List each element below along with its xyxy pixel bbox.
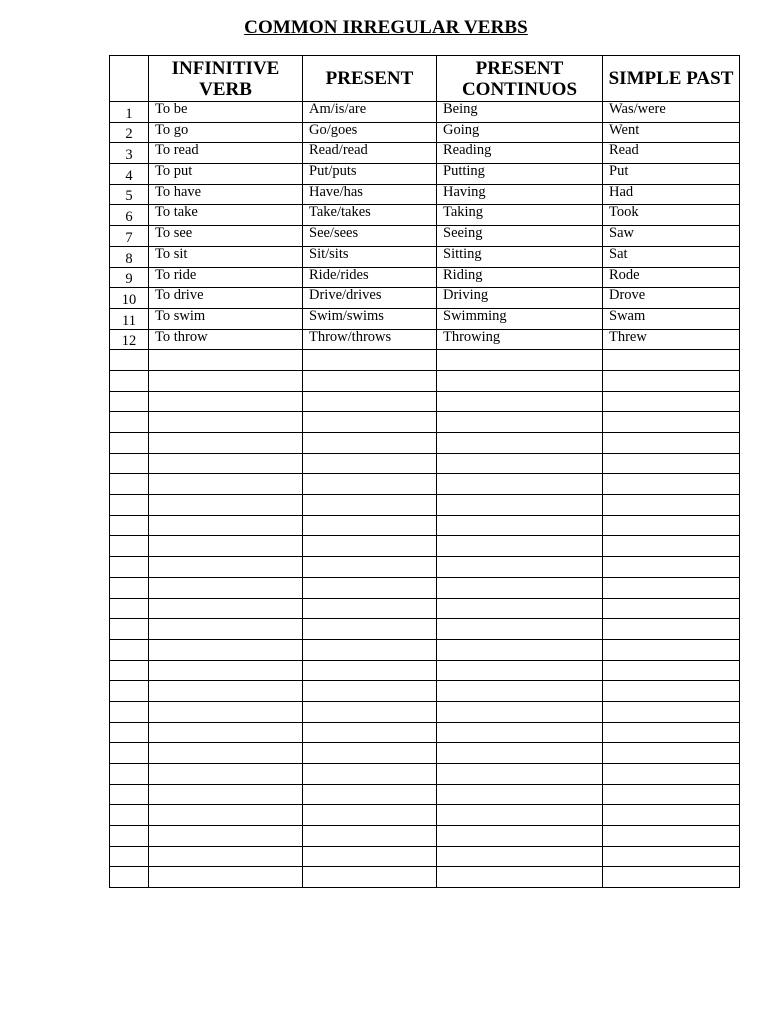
present-cell: Take/takes	[303, 205, 437, 226]
row-number	[110, 370, 149, 391]
table-row	[110, 391, 740, 412]
table-row	[110, 329, 740, 350]
continuous-cell	[437, 826, 603, 847]
infinitive-cell: To throw	[149, 329, 303, 350]
table-row	[110, 536, 740, 557]
continuous-cell	[437, 453, 603, 474]
table-row	[110, 246, 740, 267]
infinitive-cell: To have	[149, 184, 303, 205]
page-title: COMMON IRREGULAR VERBS	[244, 17, 528, 38]
present-cell	[303, 412, 437, 433]
past-cell: Put	[603, 164, 740, 185]
continuous-cell: Putting	[437, 164, 603, 185]
past-cell: Was/were	[603, 102, 740, 123]
table-row	[110, 826, 740, 847]
table-row	[110, 764, 740, 785]
past-cell	[603, 370, 740, 391]
table-row	[110, 370, 740, 391]
present-cell	[303, 350, 437, 371]
table-body	[110, 102, 740, 888]
past-cell	[603, 805, 740, 826]
present-cell	[303, 557, 437, 578]
row-number	[110, 826, 149, 847]
continuous-cell: Throwing	[437, 329, 603, 350]
present-cell	[303, 433, 437, 454]
table-row	[110, 515, 740, 536]
row-number: 7	[110, 226, 149, 247]
continuous-cell	[437, 722, 603, 743]
infinitive-cell: To put	[149, 164, 303, 185]
table-row	[110, 557, 740, 578]
infinitive-cell	[149, 577, 303, 598]
continuous-cell	[437, 764, 603, 785]
present-cell	[303, 722, 437, 743]
table-row	[110, 598, 740, 619]
continuous-cell	[437, 598, 603, 619]
continuous-cell	[437, 681, 603, 702]
infinitive-cell	[149, 743, 303, 764]
continuous-cell: Taking	[437, 205, 603, 226]
table-row	[110, 102, 740, 123]
table-row	[110, 308, 740, 329]
present-cell: Sit/sits	[303, 246, 437, 267]
past-cell: Read	[603, 143, 740, 164]
continuous-cell	[437, 515, 603, 536]
past-cell	[603, 433, 740, 454]
row-number: 1	[110, 102, 149, 123]
infinitive-cell	[149, 784, 303, 805]
infinitive-cell	[149, 722, 303, 743]
row-number	[110, 743, 149, 764]
continuous-cell	[437, 350, 603, 371]
infinitive-cell: To read	[149, 143, 303, 164]
infinitive-cell	[149, 412, 303, 433]
past-cell	[603, 557, 740, 578]
continuous-cell	[437, 412, 603, 433]
past-cell: Swam	[603, 308, 740, 329]
present-cell: Am/is/are	[303, 102, 437, 123]
row-number	[110, 515, 149, 536]
infinitive-cell	[149, 681, 303, 702]
present-cell	[303, 391, 437, 412]
row-number: 2	[110, 122, 149, 143]
infinitive-cell	[149, 515, 303, 536]
table-row	[110, 743, 740, 764]
present-cell: Ride/rides	[303, 267, 437, 288]
present-cell	[303, 515, 437, 536]
infinitive-cell	[149, 350, 303, 371]
table-row	[110, 577, 740, 598]
infinitive-cell	[149, 598, 303, 619]
past-cell: Threw	[603, 329, 740, 350]
past-cell: Had	[603, 184, 740, 205]
past-cell	[603, 453, 740, 474]
present-cell	[303, 826, 437, 847]
continuous-cell: Having	[437, 184, 603, 205]
header-simple-past: SIMPLE PAST	[603, 56, 740, 102]
past-cell: Sat	[603, 246, 740, 267]
infinitive-cell: To be	[149, 102, 303, 123]
header-infinitive: INFINITIVE VERB	[149, 56, 303, 102]
table-row	[110, 846, 740, 867]
header-present-continuous: PRESENT CONTINUOS	[437, 56, 603, 102]
infinitive-cell: To go	[149, 122, 303, 143]
row-number	[110, 660, 149, 681]
present-cell	[303, 577, 437, 598]
continuous-cell: Swimming	[437, 308, 603, 329]
present-cell	[303, 681, 437, 702]
past-cell	[603, 412, 740, 433]
present-cell	[303, 743, 437, 764]
past-cell	[603, 619, 740, 640]
row-number	[110, 474, 149, 495]
row-number	[110, 784, 149, 805]
row-number	[110, 764, 149, 785]
row-number	[110, 867, 149, 888]
table-row	[110, 805, 740, 826]
verbs-table	[109, 55, 740, 888]
continuous-cell: Being	[437, 102, 603, 123]
continuous-cell	[437, 474, 603, 495]
row-number	[110, 722, 149, 743]
row-number	[110, 412, 149, 433]
infinitive-cell	[149, 826, 303, 847]
table-row	[110, 639, 740, 660]
row-number: 10	[110, 288, 149, 309]
past-cell: Rode	[603, 267, 740, 288]
table-row	[110, 412, 740, 433]
infinitive-cell	[149, 453, 303, 474]
table-row	[110, 474, 740, 495]
continuous-cell	[437, 536, 603, 557]
table-row	[110, 453, 740, 474]
present-cell	[303, 846, 437, 867]
continuous-cell: Riding	[437, 267, 603, 288]
infinitive-cell	[149, 701, 303, 722]
past-cell	[603, 660, 740, 681]
table-row	[110, 184, 740, 205]
row-number: 8	[110, 246, 149, 267]
continuous-cell	[437, 370, 603, 391]
present-cell: Put/puts	[303, 164, 437, 185]
continuous-cell	[437, 577, 603, 598]
infinitive-cell	[149, 764, 303, 785]
present-cell: Drive/drives	[303, 288, 437, 309]
table-row	[110, 350, 740, 371]
table-row	[110, 164, 740, 185]
infinitive-cell	[149, 867, 303, 888]
past-cell: Went	[603, 122, 740, 143]
past-cell	[603, 846, 740, 867]
past-cell	[603, 350, 740, 371]
past-cell	[603, 515, 740, 536]
table-row	[110, 784, 740, 805]
row-number: 3	[110, 143, 149, 164]
past-cell	[603, 598, 740, 619]
infinitive-cell	[149, 639, 303, 660]
past-cell	[603, 577, 740, 598]
past-cell	[603, 867, 740, 888]
row-number	[110, 391, 149, 412]
present-cell	[303, 370, 437, 391]
row-number: 6	[110, 205, 149, 226]
table-row	[110, 226, 740, 247]
continuous-cell	[437, 619, 603, 640]
row-number	[110, 598, 149, 619]
present-cell	[303, 536, 437, 557]
past-cell	[603, 391, 740, 412]
infinitive-cell	[149, 495, 303, 516]
present-cell	[303, 474, 437, 495]
present-cell: Have/has	[303, 184, 437, 205]
table-row	[110, 722, 740, 743]
continuous-cell: Going	[437, 122, 603, 143]
infinitive-cell: To ride	[149, 267, 303, 288]
infinitive-cell	[149, 536, 303, 557]
table-row	[110, 433, 740, 454]
row-number	[110, 805, 149, 826]
row-number: 5	[110, 184, 149, 205]
row-number: 12	[110, 329, 149, 350]
infinitive-cell	[149, 619, 303, 640]
present-cell	[303, 619, 437, 640]
past-cell	[603, 722, 740, 743]
table-row	[110, 681, 740, 702]
present-cell	[303, 805, 437, 826]
continuous-cell	[437, 867, 603, 888]
row-number	[110, 577, 149, 598]
present-cell	[303, 764, 437, 785]
continuous-cell: Reading	[437, 143, 603, 164]
continuous-cell	[437, 557, 603, 578]
continuous-cell	[437, 701, 603, 722]
infinitive-cell	[149, 557, 303, 578]
infinitive-cell	[149, 433, 303, 454]
row-number: 9	[110, 267, 149, 288]
infinitive-cell: To drive	[149, 288, 303, 309]
continuous-cell	[437, 743, 603, 764]
continuous-cell	[437, 846, 603, 867]
past-cell: Saw	[603, 226, 740, 247]
row-number	[110, 350, 149, 371]
infinitive-cell	[149, 805, 303, 826]
table-row	[110, 619, 740, 640]
infinitive-cell	[149, 370, 303, 391]
continuous-cell	[437, 433, 603, 454]
table-row	[110, 867, 740, 888]
row-number	[110, 681, 149, 702]
present-cell: Go/goes	[303, 122, 437, 143]
present-cell	[303, 639, 437, 660]
row-number	[110, 433, 149, 454]
present-cell	[303, 784, 437, 805]
past-cell	[603, 639, 740, 660]
row-number	[110, 557, 149, 578]
present-cell: Throw/throws	[303, 329, 437, 350]
present-cell: See/sees	[303, 226, 437, 247]
table-header-row	[110, 56, 740, 102]
table-row	[110, 267, 740, 288]
past-cell	[603, 701, 740, 722]
table-row	[110, 495, 740, 516]
continuous-cell	[437, 805, 603, 826]
row-number	[110, 495, 149, 516]
past-cell	[603, 764, 740, 785]
past-cell	[603, 826, 740, 847]
row-number	[110, 846, 149, 867]
infinitive-cell	[149, 474, 303, 495]
row-number	[110, 453, 149, 474]
infinitive-cell: To take	[149, 205, 303, 226]
table-row	[110, 122, 740, 143]
infinitive-cell	[149, 660, 303, 681]
row-number: 4	[110, 164, 149, 185]
table-row	[110, 205, 740, 226]
continuous-cell	[437, 391, 603, 412]
past-cell	[603, 536, 740, 557]
table-row	[110, 701, 740, 722]
table-row	[110, 143, 740, 164]
present-cell	[303, 701, 437, 722]
table-row	[110, 660, 740, 681]
continuous-cell	[437, 639, 603, 660]
present-cell	[303, 598, 437, 619]
present-cell	[303, 660, 437, 681]
past-cell	[603, 681, 740, 702]
continuous-cell	[437, 784, 603, 805]
infinitive-cell: To see	[149, 226, 303, 247]
present-cell: Swim/swims	[303, 308, 437, 329]
present-cell	[303, 453, 437, 474]
past-cell	[603, 474, 740, 495]
table-row	[110, 288, 740, 309]
row-number	[110, 619, 149, 640]
infinitive-cell: To swim	[149, 308, 303, 329]
present-cell	[303, 495, 437, 516]
present-cell: Read/read	[303, 143, 437, 164]
continuous-cell: Seeing	[437, 226, 603, 247]
header-present: PRESENT	[303, 56, 437, 102]
past-cell: Took	[603, 205, 740, 226]
row-number	[110, 536, 149, 557]
past-cell	[603, 495, 740, 516]
past-cell	[603, 743, 740, 764]
infinitive-cell	[149, 846, 303, 867]
continuous-cell: Sitting	[437, 246, 603, 267]
continuous-cell	[437, 495, 603, 516]
row-number: 11	[110, 308, 149, 329]
past-cell	[603, 784, 740, 805]
continuous-cell: Driving	[437, 288, 603, 309]
header-number	[110, 56, 149, 102]
infinitive-cell: To sit	[149, 246, 303, 267]
row-number	[110, 701, 149, 722]
past-cell: Drove	[603, 288, 740, 309]
row-number	[110, 639, 149, 660]
continuous-cell	[437, 660, 603, 681]
present-cell	[303, 867, 437, 888]
infinitive-cell	[149, 391, 303, 412]
